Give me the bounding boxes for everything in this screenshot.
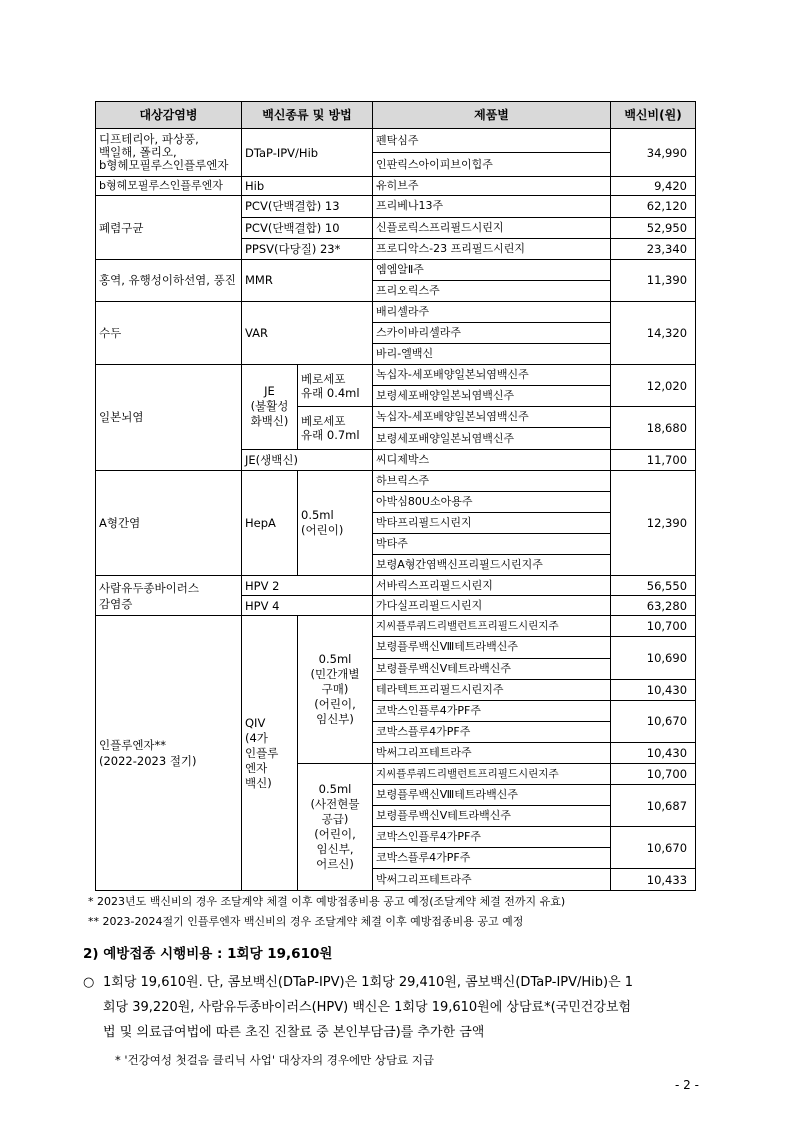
vaccine-cell: MMR [242, 259, 373, 301]
vaccine-price-table [95, 101, 696, 891]
product-cell: 보령플루백신Ⅷ테트라백신주 [373, 785, 611, 806]
product-cell: 엠엠알Ⅱ주 [373, 259, 611, 280]
disease-cell: 사람유두종바이러스 감염증 [96, 576, 242, 616]
vaccine-cell: HPV 4 [242, 596, 373, 616]
disease-cell: 폐렴구균 [96, 196, 242, 259]
footnote-1: * 2023년도 백신비의 경우 조달계약 체결 이후 예방접종비용 공고 예정(조달계약 체결 전까지 유효) [88, 895, 566, 908]
vaccine-cell: VAR [242, 301, 373, 364]
price-cell: 34,990 [611, 129, 696, 177]
price-cell: 11,700 [611, 449, 696, 470]
disease-cell: 일본뇌염 [96, 365, 242, 470]
page-number: - 2 - [675, 1078, 699, 1092]
price-cell: 12,390 [611, 470, 696, 575]
vaccine-cell: PCV(단백결합) 13 [242, 196, 373, 217]
header-price: 백신비(원) [611, 102, 696, 129]
product-cell: 가다실프리필드시린지 [373, 596, 611, 616]
price-cell: 10,670 [611, 700, 696, 742]
product-cell: 바리-엘백신 [373, 344, 611, 365]
disease-cell: 인플루엔자** (2022-2023 절기) [96, 616, 242, 891]
product-cell: 유히브주 [373, 177, 611, 196]
product-cell: 테라텍트프리필드시린지주 [373, 679, 611, 700]
subnote: * '건강여성 첫걸음 클리닉 사업' 대상자의 경우에만 상담료 지급 [115, 1053, 435, 1067]
bullet-circle-icon: ○ [83, 975, 95, 990]
header-vaccine-method: 백신종류 및 방법 [242, 102, 373, 129]
paragraph-line: 회당 39,220원, 사람유두종바이러스(HPV) 백신은 1회당 19,610원에 상담료*(국민건강보험 [103, 1000, 632, 1015]
product-cell: 하브릭스주 [373, 470, 611, 491]
product-cell: 박타프리필드시린지 [373, 512, 611, 533]
dose-cell: 0.5ml (민간개별 구매) (어린이, 임신부) [298, 616, 373, 764]
paragraph-line: 1회당 19,610원. 단, 콤보백신(DTaP-IPV)은 1회당 29,410원, 콤보백신(DTaP-IPV/Hib)은 1 [103, 975, 634, 990]
price-cell: 10,700 [611, 616, 696, 637]
product-cell: 서바릭스프리필드시린지 [373, 576, 611, 596]
price-cell: 9,420 [611, 177, 696, 196]
product-cell: 녹십자-세포배양일본뇌염백신주 [373, 407, 611, 428]
product-cell: 프리베나13주 [373, 196, 611, 217]
footnote-2: ** 2023-2024절기 인플루엔자 백신비의 경우 조달계약 체결 이후 예방접종비용 공고 예정 [88, 915, 524, 928]
price-cell: 11,390 [611, 259, 696, 301]
header-product: 제품별 [373, 102, 611, 129]
vaccine-cell: PPSV(다당질) 23* [242, 238, 373, 259]
price-cell: 10,700 [611, 763, 696, 784]
disease-cell: 수두 [96, 301, 242, 364]
dose-cell: 0.5ml (사전현물 공급) (어린이, 임신부, 어르신) [298, 763, 373, 890]
product-cell: 스카이바리셀라주 [373, 323, 611, 344]
product-cell: 보령A형간염백신프리필드시린지주 [373, 555, 611, 576]
product-cell: 박써그리프테트라주 [373, 742, 611, 763]
product-cell: 씨디제박스 [373, 449, 611, 470]
disease-cell: A형간염 [96, 470, 242, 575]
vaccine-cell: QIV (4가 인플루 엔자 백신) [242, 616, 298, 891]
dose-cell: 0.5ml (어린이) [298, 470, 373, 575]
dose-cell: 베로세포 유래 0.7ml [298, 407, 373, 449]
product-cell: 코박스플루4가PF주 [373, 848, 611, 869]
price-cell: 18,680 [611, 407, 696, 449]
disease-cell: b형헤모필루스인플루엔자 [96, 177, 242, 196]
product-cell: 신플로릭스프리필드시린지 [373, 217, 611, 238]
paragraph-line: 법 및 의료급여법에 따른 초진 진찰료 중 본인부담금)를 추가한 금액 [103, 1025, 485, 1040]
disease-cell: 홍역, 유행성이하선염, 풍진 [96, 259, 242, 301]
product-cell: 지씨플루쿼드리밸런트프리필드시린지주 [373, 763, 611, 784]
price-cell: 52,950 [611, 217, 696, 238]
section-paragraph [83, 970, 723, 1045]
dose-cell: 베로세포 유래 0.4ml [298, 365, 373, 407]
price-cell: 10,690 [611, 637, 696, 679]
price-cell: 10,433 [611, 869, 696, 891]
price-cell: 62,120 [611, 196, 696, 217]
vaccine-cell: JE(생백신) [242, 449, 373, 470]
price-cell: 10,687 [611, 785, 696, 827]
product-cell: 프리오릭스주 [373, 280, 611, 301]
product-cell: 박타주 [373, 533, 611, 554]
price-cell: 56,550 [611, 576, 696, 596]
product-cell: 배리셀라주 [373, 301, 611, 322]
vaccine-cell: Hib [242, 177, 373, 196]
vaccine-cell: JE (불활성 화백신) [242, 365, 298, 449]
product-cell: 아박심80U소아용주 [373, 491, 611, 512]
product-cell: 보령세포배양일본뇌염백신주 [373, 386, 611, 407]
disease-cell: 디프테리아, 파상풍, 백일해, 폴리오, b형헤모필루스인플루엔자 [96, 129, 242, 177]
product-cell: 코박스인플루4가PF주 [373, 700, 611, 721]
vaccine-cell: HPV 2 [242, 576, 373, 596]
price-cell: 63,280 [611, 596, 696, 616]
price-cell: 23,340 [611, 238, 696, 259]
section-title: 2) 예방접종 시행비용 : 1회당 19,610원 [83, 946, 333, 962]
product-cell: 보령플루백신Ⅴ테트라백신주 [373, 806, 611, 827]
product-cell: 지씨플루쿼드리밸런트프리필드시린지주 [373, 616, 611, 637]
header-disease: 대상감염병 [96, 102, 242, 129]
price-cell: 12,020 [611, 365, 696, 407]
product-cell: 보령플루백신Ⅷ테트라백신주 [373, 637, 611, 658]
product-cell: 보령플루백신Ⅴ테트라백신주 [373, 658, 611, 679]
product-cell: 인판릭스아이피브이힙주 [373, 153, 611, 177]
price-cell: 10,430 [611, 742, 696, 763]
product-cell: 프로디악스-23 프리필드시린지 [373, 238, 611, 259]
vaccine-cell: DTaP-IPV/Hib [242, 129, 373, 177]
product-cell: 녹십자-세포배양일본뇌염백신주 [373, 365, 611, 386]
price-cell: 14,320 [611, 301, 696, 364]
product-cell: 보령세포배양일본뇌염백신주 [373, 428, 611, 449]
price-cell: 10,430 [611, 679, 696, 700]
product-cell: 펜탁심주 [373, 129, 611, 153]
vaccine-cell: PCV(단백결합) 10 [242, 217, 373, 238]
product-cell: 코박스인플루4가PF주 [373, 827, 611, 848]
price-cell: 10,670 [611, 827, 696, 869]
product-cell: 코박스플루4가PF주 [373, 721, 611, 742]
product-cell: 박써그리프테트라주 [373, 869, 611, 891]
vaccine-cell: HepA [242, 470, 298, 575]
